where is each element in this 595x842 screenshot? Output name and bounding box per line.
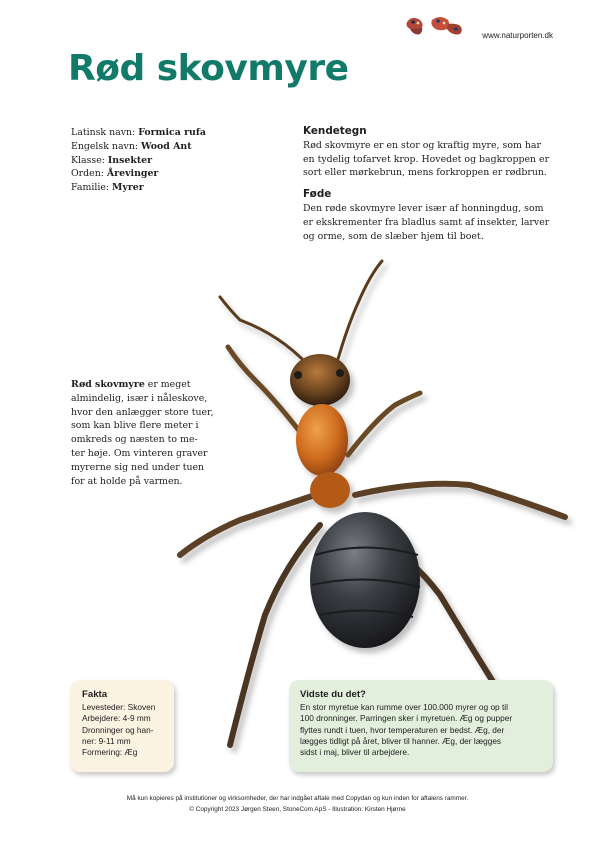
text-line: myrerne sig ned under tuen xyxy=(71,461,205,473)
text-line: og orme, som de slæber hjem til boet. xyxy=(303,230,484,242)
page-title: Rød skovmyre xyxy=(68,48,349,89)
taxonomy-value: Myrer xyxy=(112,182,144,194)
website-url: www.naturporten.dk xyxy=(482,31,553,40)
butterfly-illustration xyxy=(404,14,466,40)
taxonomy-label: Familie: xyxy=(71,182,113,194)
text-line: som kan blive flere meter i xyxy=(71,420,199,432)
vidste-line: En stor myretue kan rumme over 100.000 myrer og op til xyxy=(300,702,508,713)
text-line: sort eller mørkebrun, mens forkroppen er rødbrun. xyxy=(303,167,547,179)
vidste-line: flyttes rundt i tuen, hvor temperaturen er bedst. Æg, der xyxy=(300,724,505,735)
vidste-du-det-card xyxy=(289,680,553,772)
info-column xyxy=(303,125,561,251)
kendetegn-heading: Kendetegn xyxy=(303,125,367,137)
butterfly-left xyxy=(406,18,422,35)
antennae xyxy=(220,261,382,365)
text-line: er ekskrementer fra bladlus samt af insekter, larver xyxy=(303,216,550,228)
copyright-credit: © Copyright 2023 Jørgen Steen, StoneCom ApS - Illustration: Kirsten Hjørne xyxy=(189,806,406,813)
fakta-heading: Fakta xyxy=(82,689,108,700)
text-line: ter høje. Om vinteren graver xyxy=(71,447,208,459)
butterfly-right xyxy=(431,17,461,34)
fakta-card xyxy=(70,680,174,772)
text-line: Den røde skovmyre lever især af honningdug, som xyxy=(303,202,544,214)
taxonomy-row-latin xyxy=(71,126,206,140)
ant-thorax xyxy=(296,404,348,476)
taxonomy-label: Orden: xyxy=(71,168,107,180)
vidste-line: sidst i maj, bliver til arbejdere. xyxy=(300,747,410,758)
fakta-line: Formering: Æg xyxy=(82,747,138,758)
text-line: omkreds og næsten to me- xyxy=(71,434,198,446)
taxonomy-row-class xyxy=(71,154,206,168)
taxonomy-row-order xyxy=(71,167,206,181)
foede-text xyxy=(303,202,561,243)
vidste-line: lægges tidligt på året, bliver til hanner. Æg, der lægges xyxy=(300,735,502,746)
vidste-heading: Vidste du det? xyxy=(300,689,366,700)
taxonomy-value: Formica rufa xyxy=(138,127,206,138)
taxonomy-row-english xyxy=(71,140,206,154)
ant-petiole xyxy=(310,472,350,508)
fakta-line: Levesteder: Skoven xyxy=(82,702,156,713)
copyright-notice: Må kun kopieres på institutioner og virksomheder, der har indgået aftale med Copydan og kun inden for aftalens rammer. xyxy=(126,795,469,802)
vidste-line: 100 dronninger. Parringen sker i myretuen. Æg og pupper xyxy=(300,713,513,724)
fakta-line: Dronninger og han- xyxy=(82,724,154,735)
text-line: er meget xyxy=(144,379,191,390)
taxonomy-label: Klasse: xyxy=(71,154,108,166)
taxonomy-row-family xyxy=(71,181,206,195)
ant-head xyxy=(290,354,350,406)
ant-eye xyxy=(336,369,344,377)
text-line: hvor den anlægger store tuer, xyxy=(71,406,214,418)
text-line: en tydelig tofarvet krop. Hovedet og bagkroppen er xyxy=(303,153,550,165)
kendetegn-text xyxy=(303,139,561,180)
taxonomy-value: Wood Ant xyxy=(141,140,192,152)
text-line: almindelig, især i nåleskove, xyxy=(71,392,208,404)
intro-bold-name: Rød skovmyre xyxy=(71,379,145,390)
ant-eye xyxy=(294,371,302,379)
taxonomy-label: Latinsk navn: xyxy=(71,127,139,138)
text-line: Rød skovmyre er en stor og kraftig myre, som har xyxy=(303,139,541,151)
fakta-line: Arbejdere: 4-9 mm xyxy=(82,713,151,724)
fakta-line: ner: 9-11 mm xyxy=(82,735,131,746)
text-line: for at holde på varmen. xyxy=(71,475,183,487)
taxonomy-value: Årevinger xyxy=(106,168,159,180)
taxonomy-list xyxy=(71,126,206,195)
foede-heading: Føde xyxy=(303,188,332,201)
taxonomy-value: Insekter xyxy=(107,154,153,166)
taxonomy-label: Engelsk navn: xyxy=(71,140,142,152)
